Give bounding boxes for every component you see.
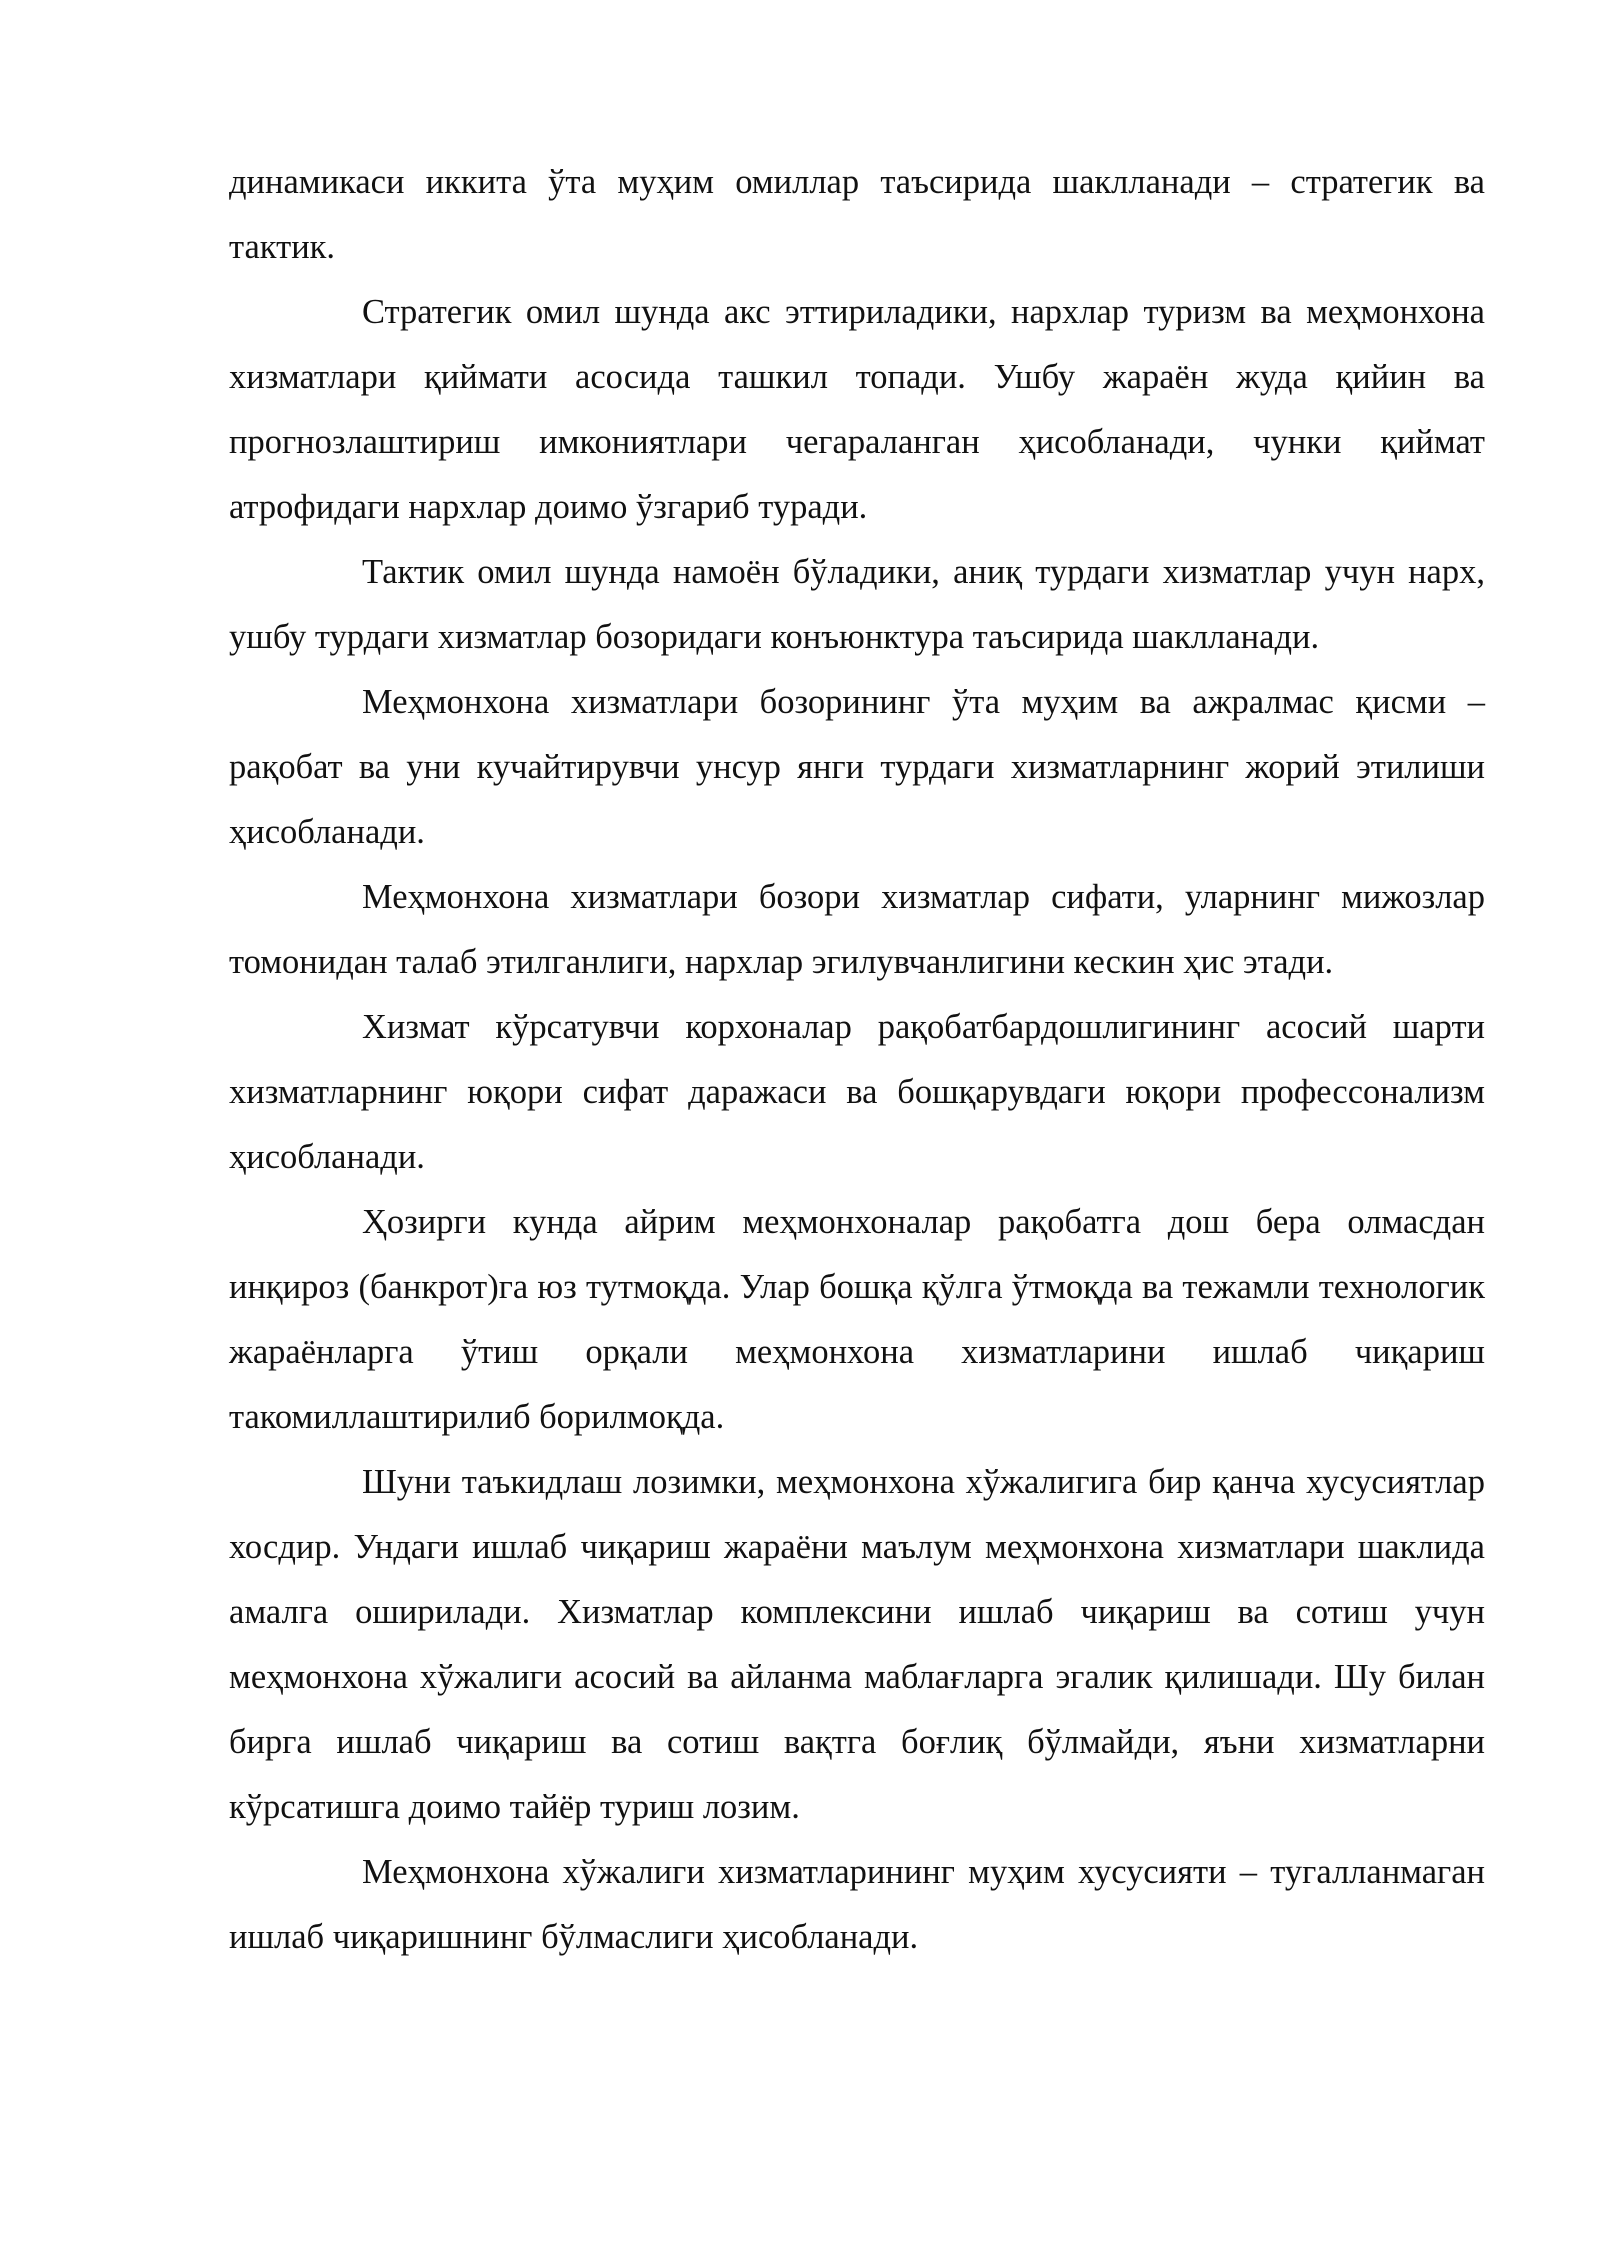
paragraph-bankruptcy: Ҳозирги кунда айрим меҳмонхоналар рақобатга дош бера олмасдан инқироз (банкрот)га юз тутмоқда. Улар бошқа қўлга ўтмоқда ва тежамли технологик жараёнларга ўтиш орқали меҳмонхона хизматларини ишлаб чиқариш такомиллаштирилиб борилмоқда. [229,1203,1485,1436]
paragraph-hotel-features: Шуни таъкидлаш лозимки, меҳмонхона хўжалигига бир қанча хусусиятлар хосдир. Ундаги ишлаб чиқариш жараёни маълум меҳмонхона хизматлари шаклида амалга оширилади. Хизматлар комплексини ишлаб чиқариш ва сотиш учун меҳмонхона хўжалиги асосий ва айланма маблағларга эгалик қилишади. Шу билан бирга ишлаб чиқариш ва сотиш вақтга боғлиқ бўлмайди, яъни хизматларни кўрсатишга доимо тайёр туриш лозим. [229,1463,1485,1826]
paragraph-continuation: динамикаси иккита ўта муҳим омиллар таъсирида шаклланади – стратегик ва тактик. [229,163,1485,266]
paragraph-strategic-factor: Стратегик омил шунда акс эттириладики, нархлар туризм ва меҳмонхона хизматлари қиймати асосида ташкил топади. Ушбу жараён жуда қийин ва прогнозлаштириш имкониятлари чегараланган ҳисобланади, чунки қиймат атрофидаги нархлар доимо ўзгариб туради. [229,293,1485,526]
paragraph-tactical-factor: Тактик омил шунда намоён бўладики, аниқ турдаги хизматлар учун нарх, ушбу турдаги хизматлар бозоридаги конъюнктура таъсирида шаклланади. [229,553,1485,656]
paragraph-competition: Меҳмонхона хизматлари бозорининг ўта муҳим ва ажралмас қисми – рақобат ва уни кучайтирувчи унсур янги турдаги хизматларнинг жорий этилиши ҳисобланади. [229,683,1485,851]
paragraph-unfinished-production: Меҳмонхона хўжалиги хизматларининг муҳим хусусияти – тугалланмаган ишлаб чиқаришнинг бўлмаслиги ҳисобланади. [229,1853,1485,1956]
paragraph-service-quality: Меҳмонхона хизматлари бозори хизматлар сифати, уларнинг мижозлар томонидан талаб этилганлиги, нархлар эгилувчанлигини кескин ҳис этади. [229,878,1485,981]
paragraph-competitiveness: Хизмат кўрсатувчи корхоналар рақобатбардошлигининг асосий шарти хизматларнинг юқори сифат даражаси ва бошқарувдаги юқори профессонализм ҳисобланади. [229,1008,1529,1176]
document-page [229,150,1529,1970]
